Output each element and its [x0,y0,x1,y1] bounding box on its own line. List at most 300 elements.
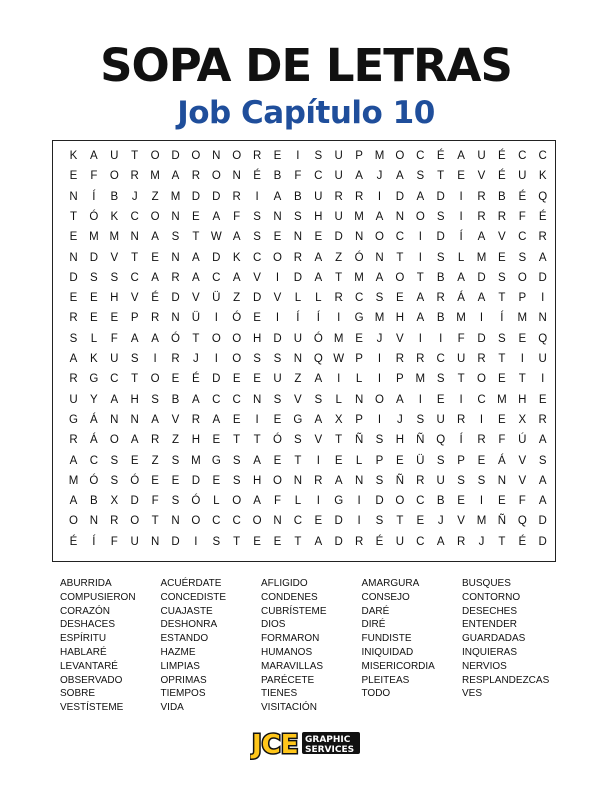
grid-letter: D [69,271,78,284]
grid-letter: A [416,190,425,203]
grid-letter: I [520,353,524,365]
grid-letter: H [130,393,139,406]
grid-letter: O [375,231,384,244]
word-item: HAZME [160,646,196,658]
grid-letter: E [90,292,98,305]
word-item: HABLARÉ [60,646,107,658]
grid-letter: E [457,170,465,183]
grid-letter: A [355,170,363,183]
grid-letter: É [436,150,445,162]
grid-letter: A [192,271,200,284]
grid-letter: D [538,535,547,548]
grid-letter: S [375,434,384,447]
word-column [362,577,462,701]
grid-letter: A [375,271,384,284]
grid-letter: Í [459,434,463,447]
grid-letter: M [476,515,487,528]
grid-letter: E [232,373,241,386]
grid-letter: S [416,413,425,426]
grid-letter: P [457,454,465,467]
grid-letter: R [191,170,201,183]
grid-letter: T [498,292,506,305]
grid-letter: D [477,271,486,284]
grid-letter: I [479,495,484,508]
grid-letter: N [497,474,507,487]
grid-letter: T [437,170,445,183]
word-item: FUNDISTE [361,633,412,645]
grid-letter: R [538,231,547,244]
grid-letter: T [396,515,404,528]
grid-letter: Z [151,454,159,467]
grid-letter: R [354,535,364,548]
grid-letter: P [375,454,384,467]
word-column [261,577,361,715]
grid-letter: N [171,515,180,528]
grid-letter: F [518,210,526,223]
grid-letter: U [293,332,303,345]
grid-letter: A [253,495,261,508]
grid-letter: V [130,292,139,305]
grid-letter: I [418,393,422,406]
grid-letter: M [68,474,79,487]
grid-letter: A [69,454,78,467]
grid-letter: E [69,231,78,244]
grid-letter: É [498,150,506,162]
grid-letter: M [191,454,201,467]
grid-row [53,430,557,450]
grid-letter: V [253,271,261,284]
grid-letter: U [69,393,78,406]
grid-letter: R [477,210,486,223]
grid-letter: B [498,190,506,203]
grid-letter: V [396,332,404,345]
grid-letter: C [314,170,323,183]
grid-letter: I [541,292,545,305]
word-item: ABURRIDA [60,578,112,589]
word-item: CUAJASTE [160,605,213,617]
grid-letter: S [498,332,506,345]
grid-row [53,207,557,227]
grid-letter: D [375,495,384,508]
grid-letter: Z [335,251,343,264]
grid-letter: B [90,495,98,508]
grid-letter: U [395,535,405,548]
grid-letter: Í [92,535,96,548]
grid-letter: H [395,434,405,447]
logo-letters: JCE [252,730,299,760]
grid-letter: N [354,393,364,406]
grid-letter: E [498,251,506,264]
grid-letter: Z [294,373,302,386]
grid-letter: I [459,393,463,406]
grid-letter: D [436,231,445,244]
grid-letter: A [110,393,119,406]
grid-letter: O [395,271,405,284]
grid-letter: O [211,332,221,345]
grid-letter: N [354,231,364,244]
word-item: VISITACIÓN [261,702,317,714]
grid-letter: D [171,292,180,305]
grid-letter: A [151,413,159,426]
grid-letter: U [314,190,323,203]
grid-letter: S [457,474,465,487]
grid-letter: A [151,332,159,345]
word-item: FORMARON [261,633,320,645]
grid-letter: C [89,454,99,467]
grid-letter: M [150,170,160,183]
grid-letter: S [294,210,302,223]
grid-letter: I [357,515,361,528]
grid-letter: R [110,515,119,528]
grid-letter: Ü [416,454,425,467]
grid-letter: G [293,413,303,426]
grid-letter: A [192,251,200,264]
grid-row [53,471,557,491]
grid-letter: T [294,454,302,467]
grid-letter: A [457,150,465,162]
grid-letter: Ó [171,332,180,345]
grid-letter: R [416,353,425,365]
grid-letter: D [538,271,547,284]
grid-letter: U [456,353,466,365]
grid-letter: M [354,210,364,223]
logo-line2: SERVICES [305,745,355,755]
grid-letter: I [377,373,382,386]
grid-letter: I [439,332,443,345]
grid-letter: E [314,515,323,528]
grid-letter: D [477,332,486,345]
grid-letter: R [150,312,160,325]
grid-letter: Z [171,434,180,447]
grid-letter: E [396,454,404,467]
grid-letter: S [90,271,98,284]
grid-letter: C [110,373,119,386]
grid-letter: R [538,413,547,426]
word-item: VES [462,688,483,700]
grid-letter: I [377,190,382,203]
grid-letter: I [255,413,259,426]
grid-letter: M [170,190,181,203]
grid-letter: S [314,150,323,162]
grid-letter: É [518,190,527,203]
grid-row [53,308,557,328]
grid-letter: O [191,150,201,162]
grid-letter: D [191,474,201,487]
grid-letter: X [334,413,343,426]
grid-letter: E [416,515,425,528]
grid-letter: U [130,535,139,548]
word-item: NERVIOS [462,660,507,672]
grid-letter: L [294,292,302,305]
grid-letter: O [232,353,242,365]
grid-letter: U [334,170,343,183]
grid-letter: I [459,190,463,203]
grid-letter: B [294,190,302,203]
grid-letter: C [518,150,527,162]
grid-letter: A [130,332,139,345]
grid-letter: W [210,231,222,244]
word-item: COMPUSIERON [60,591,136,603]
grid-letter: V [192,292,200,305]
grid-letter: S [436,454,445,467]
grid-letter: A [314,251,323,264]
grid-letter: A [538,495,547,508]
grid-row [53,329,557,349]
word-item: HUMANOS [261,646,313,658]
grid-letter: G [334,495,344,508]
grid-letter: O [375,393,384,406]
grid-letter: I [214,353,218,365]
grid-letter: M [109,231,120,244]
grid-letter: T [192,231,200,244]
grid-letter: N [395,210,405,223]
grid-letter: I [357,495,361,508]
grid-letter: Í [316,312,320,325]
grid-letter: A [273,190,282,203]
grid-letter: S [110,454,119,467]
grid-letter: O [273,251,282,264]
grid-letter: N [110,413,119,426]
grid-letter: I [418,251,422,264]
grid-letter: A [396,393,404,406]
word-item: CONTORNO [462,591,521,603]
grid-letter: S [130,353,139,365]
grid-letter: Í [92,190,96,203]
grid-letter: M [415,373,426,386]
grid-letter: T [131,150,139,162]
grid-letter: A [171,170,180,183]
grid-letter: A [538,474,547,487]
grid-letter: R [150,434,160,447]
grid-letter: R [69,434,78,447]
grid-letter: L [457,251,465,264]
grid-letter: S [436,210,445,223]
grid-letter: S [294,434,302,447]
grid-letter: L [355,373,363,386]
grid-letter: I [275,271,280,284]
grid-letter: N [375,251,384,264]
grid-letter: T [69,210,78,223]
grid-letter: P [355,413,363,426]
grid-letter: V [457,515,465,528]
grid-letter: G [354,312,364,325]
grid-letter: U [110,150,119,162]
grid-letter: Z [151,190,159,203]
grid-letter: B [171,393,180,406]
grid-letter: R [314,474,323,487]
grid-letter: F [457,332,465,345]
grid-letter: M [517,312,528,325]
word-item: DIRÉ [361,619,386,631]
grid-letter: D [395,190,405,203]
grid-letter: N [252,393,262,406]
grid-letter: A [212,210,221,223]
grid-letter: E [151,474,159,487]
word-item: BUSQUES [462,578,511,589]
grid-letter: N [273,210,282,223]
grid-letter: R [171,353,180,365]
grid-letter: E [171,474,180,487]
grid-letter: X [110,495,119,508]
grid-letter: S [436,251,445,264]
grid-letter: A [436,535,445,548]
grid-row [53,248,557,268]
grid-letter: I [541,373,545,386]
letter-grid [52,140,556,562]
grid-letter: M [89,231,99,244]
grid-letter: A [314,413,323,426]
grid-letter: I [296,150,300,162]
grid-letter: E [355,332,363,345]
grid-letter: E [151,251,159,264]
grid-letter: K [90,353,98,365]
grid-letter: H [518,393,527,406]
grid-letter: S [375,515,384,528]
grid-letter: R [477,190,486,203]
grid-letter: E [334,454,343,467]
grid-letter: R [456,535,466,548]
grid-row [53,268,557,288]
grid-letter: E [69,292,78,305]
grid-letter: D [293,271,303,284]
word-item: MARAVILLAS [261,660,324,672]
word-item: DIOS [261,619,286,631]
grid-letter: E [273,454,282,467]
grid-letter: A [212,413,221,426]
grid-letter: I [377,413,382,426]
grid-letter: E [253,373,261,386]
grid-letter: I [194,535,198,548]
grid-row [53,532,557,552]
grid-letter: L [90,332,98,345]
grid-letter: N [273,515,282,528]
grid-letter: U [436,474,445,487]
grid-letter: A [314,373,323,386]
grid-letter: C [416,535,425,548]
grid-letter: Ó [130,474,140,487]
grid-letter: Á [90,434,98,447]
word-item: MISERICORDIA [361,660,435,672]
grid-letter: I [337,312,341,325]
grid-letter: E [273,535,282,548]
grid-letter: N [293,353,303,365]
grid-letter: Í [296,312,300,325]
grid-letter: S [232,454,241,467]
grid-letter: A [151,271,159,284]
grid-letter: T [498,353,506,365]
grid-letter: R [252,150,262,162]
grid-letter: I [418,332,422,345]
word-item: DESHACES [60,619,116,631]
grid-letter: F [110,535,118,548]
grid-letter: R [191,413,201,426]
word-item: CONSEJO [361,591,410,603]
word-column [161,577,261,715]
grid-letter: J [437,515,444,528]
grid-letter: T [457,373,465,386]
grid-letter: M [476,251,487,264]
grid-row [53,288,557,308]
grid-letter: U [518,170,527,183]
grid-letter: E [498,413,506,426]
grid-letter: Ó [354,251,364,264]
grid-letter: K [538,170,547,183]
word-item: ESTANDO [160,633,209,645]
grid-letter: A [477,231,486,244]
grid-letter: T [253,434,261,447]
grid-letter: R [232,190,241,203]
grid-letter: B [436,495,445,508]
grid-letter: S [69,332,78,345]
grid-letter: T [131,373,139,386]
grid-letter: A [192,393,200,406]
grid-letter: S [110,474,119,487]
grid-letter: É [151,292,159,305]
grid-letter: R [69,312,78,325]
grid-letter: N [293,474,303,487]
grid-letter: O [517,271,527,284]
grid-letter: F [498,434,506,447]
grid-letter: A [477,292,486,305]
word-item: PLEITEAS [361,674,410,686]
word-item: CUBRÍSTEME [261,605,327,617]
grid-letter: A [151,231,159,244]
grid-letter: C [354,292,364,305]
logo-line1: GRAPHIC [305,735,351,745]
grid-letter: B [110,190,119,203]
word-item: AMARGURA [361,578,420,589]
grid-letter: C [293,515,303,528]
grid-letter: Ñ [395,474,405,487]
grid-letter: I [316,495,320,508]
grid-letter: O [191,515,201,528]
grid-letter: Ú [518,434,527,447]
grid-letter: O [395,495,405,508]
grid-letter: T [131,251,139,264]
grid-letter: R [334,190,343,203]
grid-letter: U [477,150,486,162]
grid-letter: D [252,292,262,305]
grid-letter: N [293,231,303,244]
grid-letter: K [110,210,119,223]
grid-letter: V [518,454,527,467]
grid-letter: O [477,373,486,386]
word-item: AFLIGIDO [261,578,308,589]
grid-letter: L [213,495,220,508]
grid-letter: O [232,150,242,162]
grid-letter: A [416,292,425,305]
grid-letter: I [214,312,218,325]
grid-letter: I [479,413,484,426]
grid-letter: Q [517,515,527,528]
grid-letter: Z [233,292,241,305]
grid-letter: A [457,271,465,284]
grid-letter: R [171,271,180,284]
word-item: INIQUIDAD [361,646,414,658]
grid-letter: E [314,231,323,244]
grid-letter: A [232,271,241,284]
grid-letter: T [294,535,302,548]
grid-letter: V [477,170,486,183]
grid-letter: Q [538,190,548,203]
grid-letter: T [151,515,159,528]
grid-letter: C [212,515,221,528]
grid-letter: V [273,292,282,305]
grid-letter: U [436,413,445,426]
grid-letter: I [377,353,382,365]
grid-letter: J [376,170,383,183]
grid-letter: V [314,434,323,447]
